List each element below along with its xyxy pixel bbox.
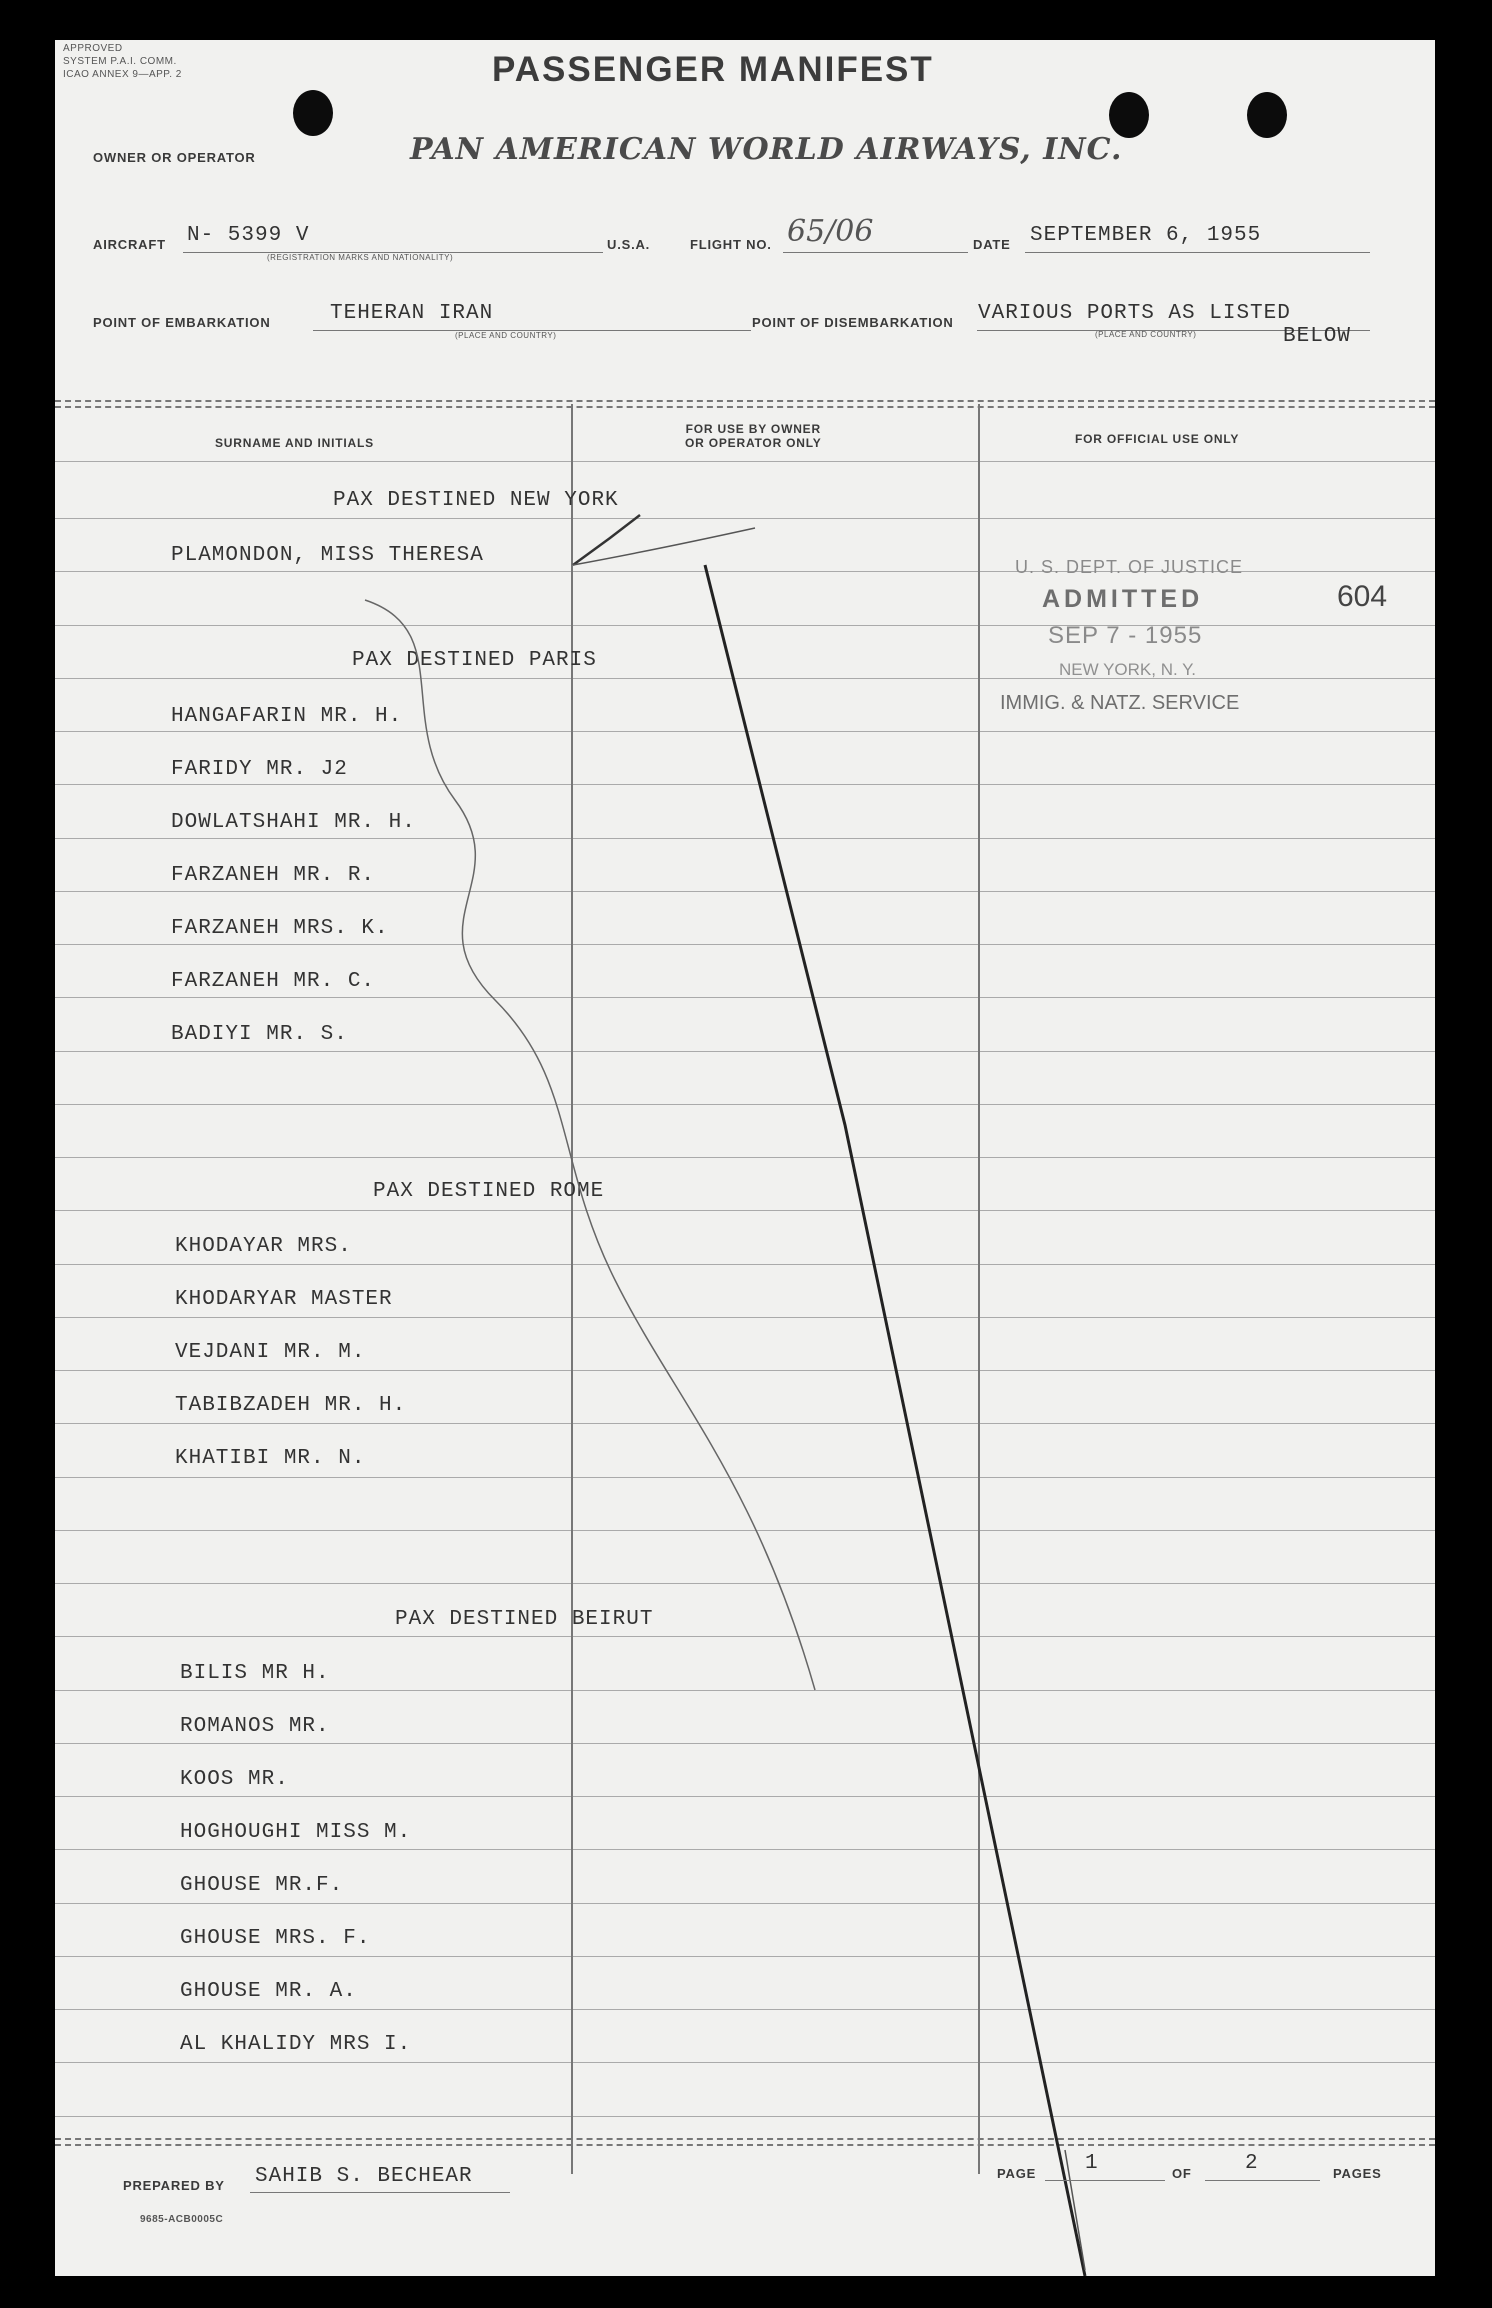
passenger-row: HOGHOUGHI MISS M. xyxy=(180,1821,412,1844)
stamp-number: 604 xyxy=(1337,580,1388,613)
passenger-row: AL KHALIDY MRS I. xyxy=(180,2033,412,2056)
approval-line: APPROVED xyxy=(63,43,123,54)
flight-date: SEPTEMBER 6, 1955 xyxy=(1030,224,1262,247)
passenger-row: FARZANEH MR. C. xyxy=(171,970,376,993)
passenger-row: VEJDANI MR. M. xyxy=(175,1341,366,1364)
place-caption: (PLACE AND COUNTRY) xyxy=(455,331,557,340)
passenger-row: BADIYI MR. S. xyxy=(171,1023,348,1046)
passenger-row: HANGAFARIN MR. H. xyxy=(171,705,403,728)
disembarkation-value-cont: BELOW xyxy=(1283,325,1352,348)
passenger-row: FARZANEH MRS. K. xyxy=(171,917,389,940)
stamp-admitted: ADMITTED xyxy=(1042,585,1204,613)
passenger-row: KOOS MR. xyxy=(180,1768,289,1791)
pen-marks xyxy=(55,40,1435,2276)
embarkation-label: POINT OF EMBARKATION xyxy=(93,315,271,330)
passenger-row: GHOUSE MR. A. xyxy=(180,1980,357,2003)
passenger-row: ROMANOS MR. xyxy=(180,1715,330,1738)
form-code: 9685-ACB0005C xyxy=(140,2214,224,2225)
passenger-row: KHODAYAR MRS. xyxy=(175,1235,352,1258)
disembarkation-value: VARIOUS PORTS AS LISTED xyxy=(978,302,1291,325)
place-caption: (PLACE AND COUNTRY) xyxy=(1095,330,1197,339)
passenger-row: FARZANEH MR. R. xyxy=(171,864,376,887)
of-label: OF xyxy=(1172,2166,1192,2181)
passenger-row: KHODARYAR MASTER xyxy=(175,1288,393,1311)
flight-number: 65/06 xyxy=(787,214,874,249)
disembarkation-label: POINT OF DISEMBARKATION xyxy=(752,315,954,330)
stamp-agency: U. S. DEPT. OF JUSTICE xyxy=(1015,557,1244,577)
page-total: 2 xyxy=(1245,2152,1259,2175)
registration-caption: (REGISTRATION MARKS AND NATIONALITY) xyxy=(267,253,454,262)
aircraft-label: AIRCRAFT xyxy=(93,237,166,252)
airline-name: PAN AMERICAN WORLD AIRWAYS, INC. xyxy=(410,132,1123,167)
destination-heading: PAX DESTINED NEW YORK xyxy=(333,489,619,512)
surname-column-header: SURNAME AND INITIALS xyxy=(215,436,374,450)
flight-label: FLIGHT NO. xyxy=(690,237,772,252)
prepared-by-label: PREPARED BY xyxy=(123,2178,225,2193)
passenger-row: DOWLATSHAHI MR. H. xyxy=(171,811,416,834)
passenger-row: GHOUSE MRS. F. xyxy=(180,1927,371,1950)
page-title: PASSENGER MANIFEST xyxy=(492,50,934,89)
manifest-sheet xyxy=(55,40,1435,2276)
passenger-row: BILIS MR H. xyxy=(180,1662,330,1685)
destination-heading: PAX DESTINED ROME xyxy=(373,1180,605,1203)
passenger-row: GHOUSE MR.F. xyxy=(180,1874,344,1897)
stamp-service: IMMIG. & NATZ. SERVICE xyxy=(1000,692,1240,714)
pages-label: PAGES xyxy=(1333,2166,1382,2181)
page-number: 1 xyxy=(1085,2152,1099,2175)
passenger-row: FARIDY MR. J2 xyxy=(171,758,348,781)
passenger-row: KHATIBI MR. N. xyxy=(175,1447,366,1470)
owner-label: OWNER OR OPERATOR xyxy=(93,150,256,165)
page-label: PAGE xyxy=(997,2166,1037,2181)
aircraft-value: N- 5399 V xyxy=(187,224,310,247)
approval-line: SYSTEM P.A.I. COMM. xyxy=(63,56,177,67)
date-label: DATE xyxy=(973,237,1011,252)
passenger-row: PLAMONDON, MISS THERESA xyxy=(171,544,484,567)
destination-heading: PAX DESTINED BEIRUT xyxy=(395,1608,654,1631)
passenger-row: TABIBZADEH MR. H. xyxy=(175,1394,407,1417)
owner-use-header-line: OR OPERATOR ONLY xyxy=(685,436,822,450)
stamp-date: SEP 7 - 1955 xyxy=(1048,622,1203,649)
official-use-column-header: FOR OFFICIAL USE ONLY xyxy=(1075,432,1240,446)
approval-line: ICAO ANNEX 9—APP. 2 xyxy=(63,69,182,80)
stamp-location: NEW YORK, N. Y. xyxy=(1059,660,1196,679)
country-label: U.S.A. xyxy=(607,237,651,252)
prepared-by-value: SAHIB S. BECHEAR xyxy=(255,2165,473,2188)
embarkation-value: TEHERAN IRAN xyxy=(330,302,494,325)
owner-use-header-line: FOR USE BY OWNER xyxy=(685,422,821,436)
destination-heading: PAX DESTINED PARIS xyxy=(352,649,597,672)
